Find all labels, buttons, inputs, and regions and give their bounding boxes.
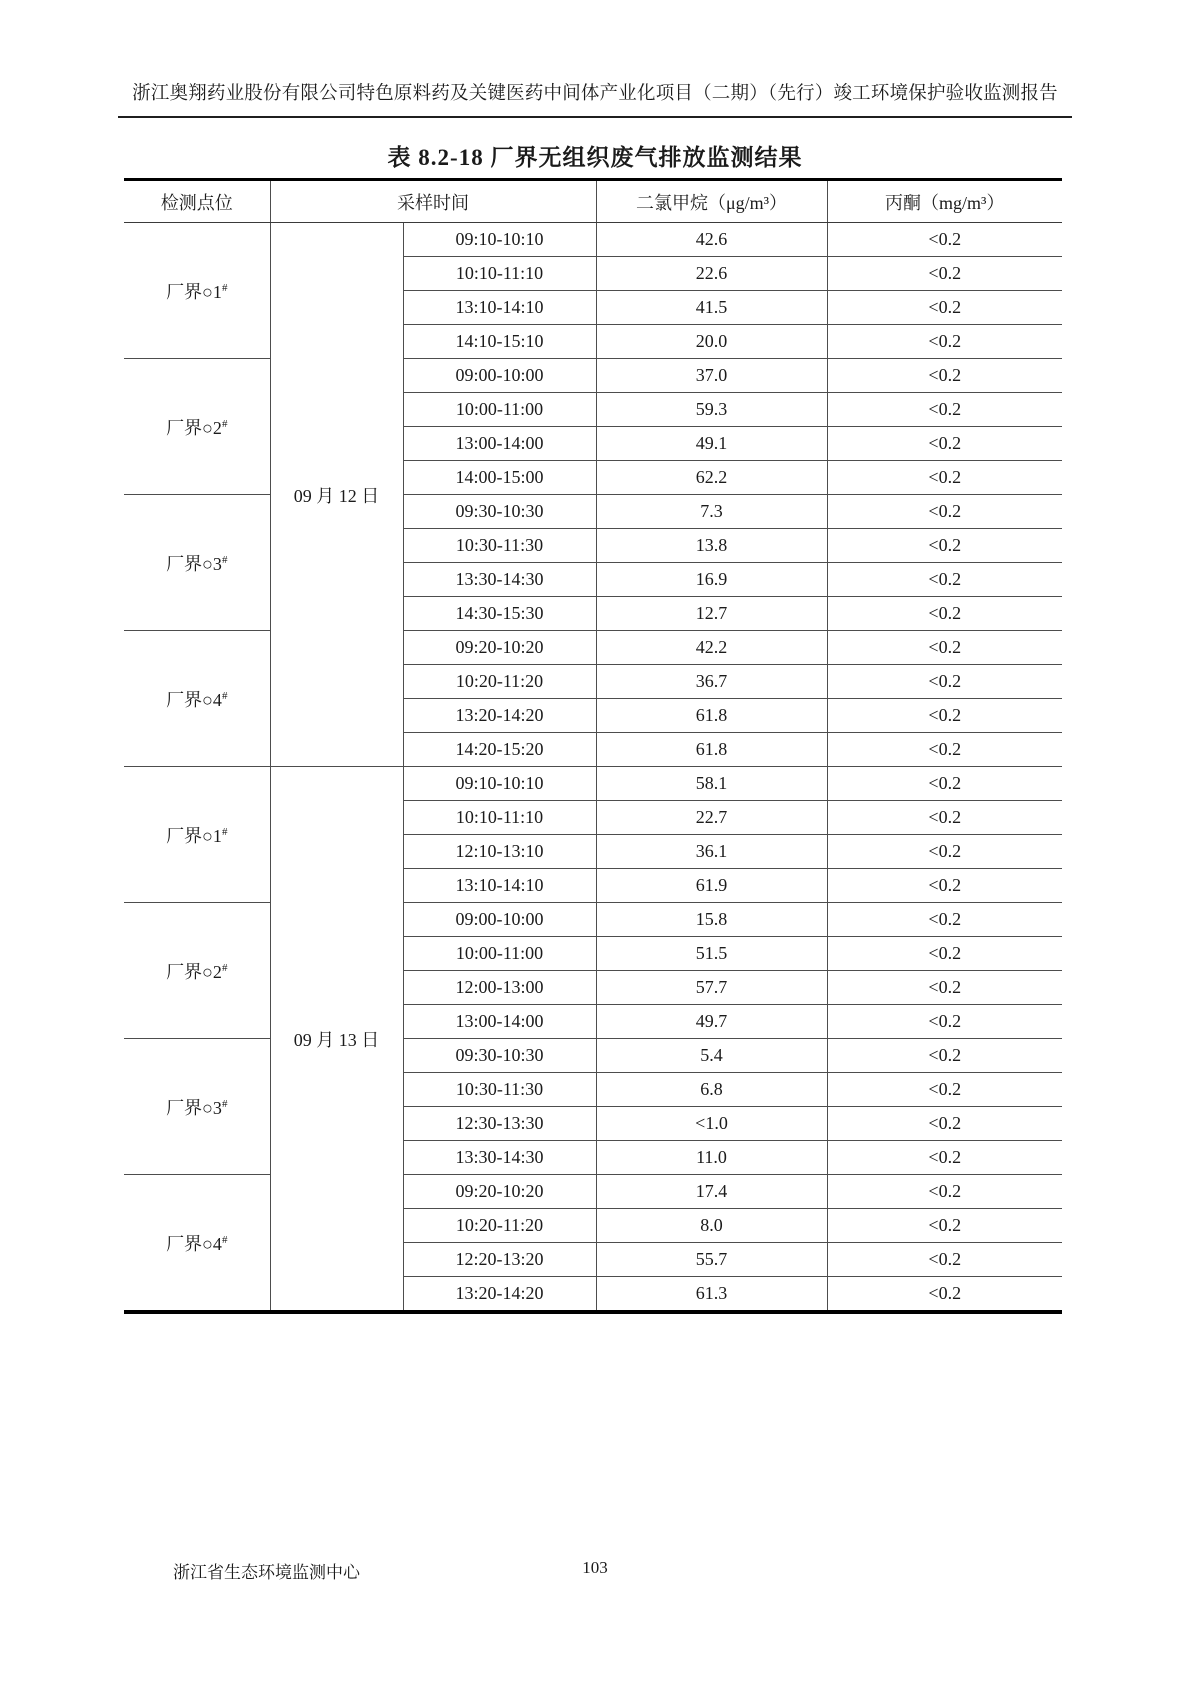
- acetone-value-cell: <0.2: [827, 1209, 1062, 1243]
- acetone-value-cell: <0.2: [827, 699, 1062, 733]
- acetone-value-cell: <0.2: [827, 1005, 1062, 1039]
- acetone-value-cell: <0.2: [827, 529, 1062, 563]
- document-header-text: 浙江奥翔药业股份有限公司特色原料药及关键医药中间体产业化项目（二期）（先行）竣工环境保护验收监测报告: [132, 84, 1058, 104]
- point-marker: #: [221, 1097, 228, 1110]
- acetone-value-cell: <0.2: [827, 1073, 1062, 1107]
- dcm-value-cell: 20.0: [596, 325, 827, 359]
- time-cell: 10:30-11:30: [403, 529, 596, 563]
- dcm-value-cell: 6.8: [596, 1073, 827, 1107]
- acetone-value-cell: <0.2: [827, 971, 1062, 1005]
- time-cell: 10:20-11:20: [403, 665, 596, 699]
- point-marker: #: [221, 553, 228, 566]
- table-row: [124, 767, 1062, 801]
- point-marker: #: [221, 281, 228, 294]
- acetone-value-cell: <0.2: [827, 257, 1062, 291]
- point-cell: [124, 1175, 270, 1313]
- acetone-value-cell: <0.2: [827, 937, 1062, 971]
- acetone-value-cell: <0.2: [827, 461, 1062, 495]
- footer-organization: 浙江省生态环境监测中心: [173, 1563, 360, 1582]
- time-cell: 10:00-11:00: [403, 393, 596, 427]
- time-cell: 14:30-15:30: [403, 597, 596, 631]
- dcm-value-cell: 17.4: [596, 1175, 827, 1209]
- point-label: 厂界○3: [166, 553, 222, 574]
- dcm-value-cell: 12.7: [596, 597, 827, 631]
- point-label: 厂界○4: [166, 1233, 222, 1254]
- acetone-value-cell: <0.2: [827, 393, 1062, 427]
- table-row: [124, 1175, 1062, 1209]
- time-cell: 13:10-14:10: [403, 869, 596, 903]
- time-cell: 09:30-10:30: [403, 1039, 596, 1073]
- dcm-value-cell: 59.3: [596, 393, 827, 427]
- acetone-value-cell: <0.2: [827, 325, 1062, 359]
- dcm-value-cell: 61.9: [596, 869, 827, 903]
- time-cell: 10:10-11:10: [403, 801, 596, 835]
- column-header-acetone: 丙酮（mg/m³）: [827, 180, 1062, 223]
- table-row: [124, 1039, 1062, 1073]
- acetone-value-cell: <0.2: [827, 1243, 1062, 1277]
- point-label: 厂界○4: [166, 689, 222, 710]
- dcm-value-cell: 58.1: [596, 767, 827, 801]
- time-cell: 10:20-11:20: [403, 1209, 596, 1243]
- time-cell: 13:20-14:20: [403, 1277, 596, 1313]
- time-cell: 13:00-14:00: [403, 427, 596, 461]
- dcm-value-cell: 7.3: [596, 495, 827, 529]
- date-cell: 09 月 12 日: [270, 223, 403, 767]
- time-cell: 13:30-14:30: [403, 563, 596, 597]
- dcm-value-cell: 22.7: [596, 801, 827, 835]
- acetone-value-cell: <0.2: [827, 1277, 1062, 1313]
- acetone-value-cell: <0.2: [827, 665, 1062, 699]
- time-cell: 13:10-14:10: [403, 291, 596, 325]
- time-cell: 10:10-11:10: [403, 257, 596, 291]
- table-row: [124, 903, 1062, 937]
- time-cell: 09:00-10:00: [403, 903, 596, 937]
- time-cell: 12:10-13:10: [403, 835, 596, 869]
- dcm-value-cell: 42.2: [596, 631, 827, 665]
- dcm-value-cell: 49.1: [596, 427, 827, 461]
- point-cell: [124, 223, 270, 359]
- dcm-value-cell: 61.8: [596, 699, 827, 733]
- dcm-value-cell: <1.0: [596, 1107, 827, 1141]
- acetone-value-cell: <0.2: [827, 359, 1062, 393]
- acetone-value-cell: <0.2: [827, 801, 1062, 835]
- table-row: [124, 359, 1062, 393]
- time-cell: 14:10-15:10: [403, 325, 596, 359]
- footer-page-number: 103: [582, 1558, 608, 1577]
- page-footer: [118, 1558, 1072, 1582]
- point-cell: [124, 767, 270, 903]
- dcm-value-cell: 61.3: [596, 1277, 827, 1313]
- point-marker: #: [221, 1233, 228, 1246]
- point-marker: #: [221, 417, 228, 430]
- time-cell: 09:10-10:10: [403, 767, 596, 801]
- dcm-value-cell: 49.7: [596, 1005, 827, 1039]
- table-row: [124, 223, 1062, 257]
- column-header-time: 采样时间: [270, 180, 596, 223]
- point-cell: [124, 903, 270, 1039]
- time-cell: 12:30-13:30: [403, 1107, 596, 1141]
- time-cell: 12:20-13:20: [403, 1243, 596, 1277]
- point-label: 厂界○2: [166, 961, 222, 982]
- time-cell: 10:00-11:00: [403, 937, 596, 971]
- acetone-value-cell: <0.2: [827, 1141, 1062, 1175]
- table-body: [124, 223, 1062, 1313]
- acetone-value-cell: <0.2: [827, 223, 1062, 257]
- table-title: 表 8.2-18 厂界无组织废气排放监测结果: [387, 145, 803, 170]
- point-marker: #: [221, 961, 228, 974]
- table-header: [124, 180, 1062, 223]
- table-row: [124, 631, 1062, 665]
- time-cell: 13:30-14:30: [403, 1141, 596, 1175]
- time-cell: 09:00-10:00: [403, 359, 596, 393]
- dcm-value-cell: 36.1: [596, 835, 827, 869]
- column-header-dcm: 二氯甲烷（μg/m³）: [596, 180, 827, 223]
- point-label: 厂界○3: [166, 1097, 222, 1118]
- dcm-value-cell: 13.8: [596, 529, 827, 563]
- dcm-value-cell: 16.9: [596, 563, 827, 597]
- acetone-value-cell: <0.2: [827, 835, 1062, 869]
- point-cell: [124, 631, 270, 767]
- table-header-row: [124, 180, 1062, 223]
- point-marker: #: [221, 825, 228, 838]
- dcm-value-cell: 55.7: [596, 1243, 827, 1277]
- point-marker: #: [221, 689, 228, 702]
- point-label: 厂界○2: [166, 417, 222, 438]
- column-header-point: 检测点位: [124, 180, 270, 223]
- dcm-value-cell: 22.6: [596, 257, 827, 291]
- dcm-value-cell: 42.6: [596, 223, 827, 257]
- acetone-value-cell: <0.2: [827, 631, 1062, 665]
- acetone-value-cell: <0.2: [827, 495, 1062, 529]
- dcm-value-cell: 11.0: [596, 1141, 827, 1175]
- document-header: [118, 79, 1072, 118]
- acetone-value-cell: <0.2: [827, 427, 1062, 461]
- dcm-value-cell: 62.2: [596, 461, 827, 495]
- acetone-value-cell: <0.2: [827, 1175, 1062, 1209]
- dcm-value-cell: 36.7: [596, 665, 827, 699]
- time-cell: 10:30-11:30: [403, 1073, 596, 1107]
- time-cell: 12:00-13:00: [403, 971, 596, 1005]
- point-cell: [124, 1039, 270, 1175]
- point-label: 厂界○1: [166, 825, 222, 846]
- acetone-value-cell: <0.2: [827, 903, 1062, 937]
- time-cell: 13:00-14:00: [403, 1005, 596, 1039]
- dcm-value-cell: 61.8: [596, 733, 827, 767]
- dcm-value-cell: 5.4: [596, 1039, 827, 1073]
- point-label: 厂界○1: [166, 281, 222, 302]
- time-cell: 09:20-10:20: [403, 631, 596, 665]
- point-cell: [124, 359, 270, 495]
- acetone-value-cell: <0.2: [827, 291, 1062, 325]
- acetone-value-cell: <0.2: [827, 563, 1062, 597]
- acetone-value-cell: <0.2: [827, 597, 1062, 631]
- time-cell: 09:30-10:30: [403, 495, 596, 529]
- monitoring-table: [124, 178, 1062, 1314]
- dcm-value-cell: 51.5: [596, 937, 827, 971]
- dcm-value-cell: 15.8: [596, 903, 827, 937]
- dcm-value-cell: 41.5: [596, 291, 827, 325]
- acetone-value-cell: <0.2: [827, 869, 1062, 903]
- table-row: [124, 495, 1062, 529]
- date-cell: 09 月 13 日: [270, 767, 403, 1313]
- acetone-value-cell: <0.2: [827, 767, 1062, 801]
- time-cell: 09:20-10:20: [403, 1175, 596, 1209]
- time-cell: 14:20-15:20: [403, 733, 596, 767]
- dcm-value-cell: 37.0: [596, 359, 827, 393]
- point-cell: [124, 495, 270, 631]
- time-cell: 09:10-10:10: [403, 223, 596, 257]
- time-cell: 14:00-15:00: [403, 461, 596, 495]
- dcm-value-cell: 8.0: [596, 1209, 827, 1243]
- dcm-value-cell: 57.7: [596, 971, 827, 1005]
- time-cell: 13:20-14:20: [403, 699, 596, 733]
- acetone-value-cell: <0.2: [827, 733, 1062, 767]
- acetone-value-cell: <0.2: [827, 1039, 1062, 1073]
- acetone-value-cell: <0.2: [827, 1107, 1062, 1141]
